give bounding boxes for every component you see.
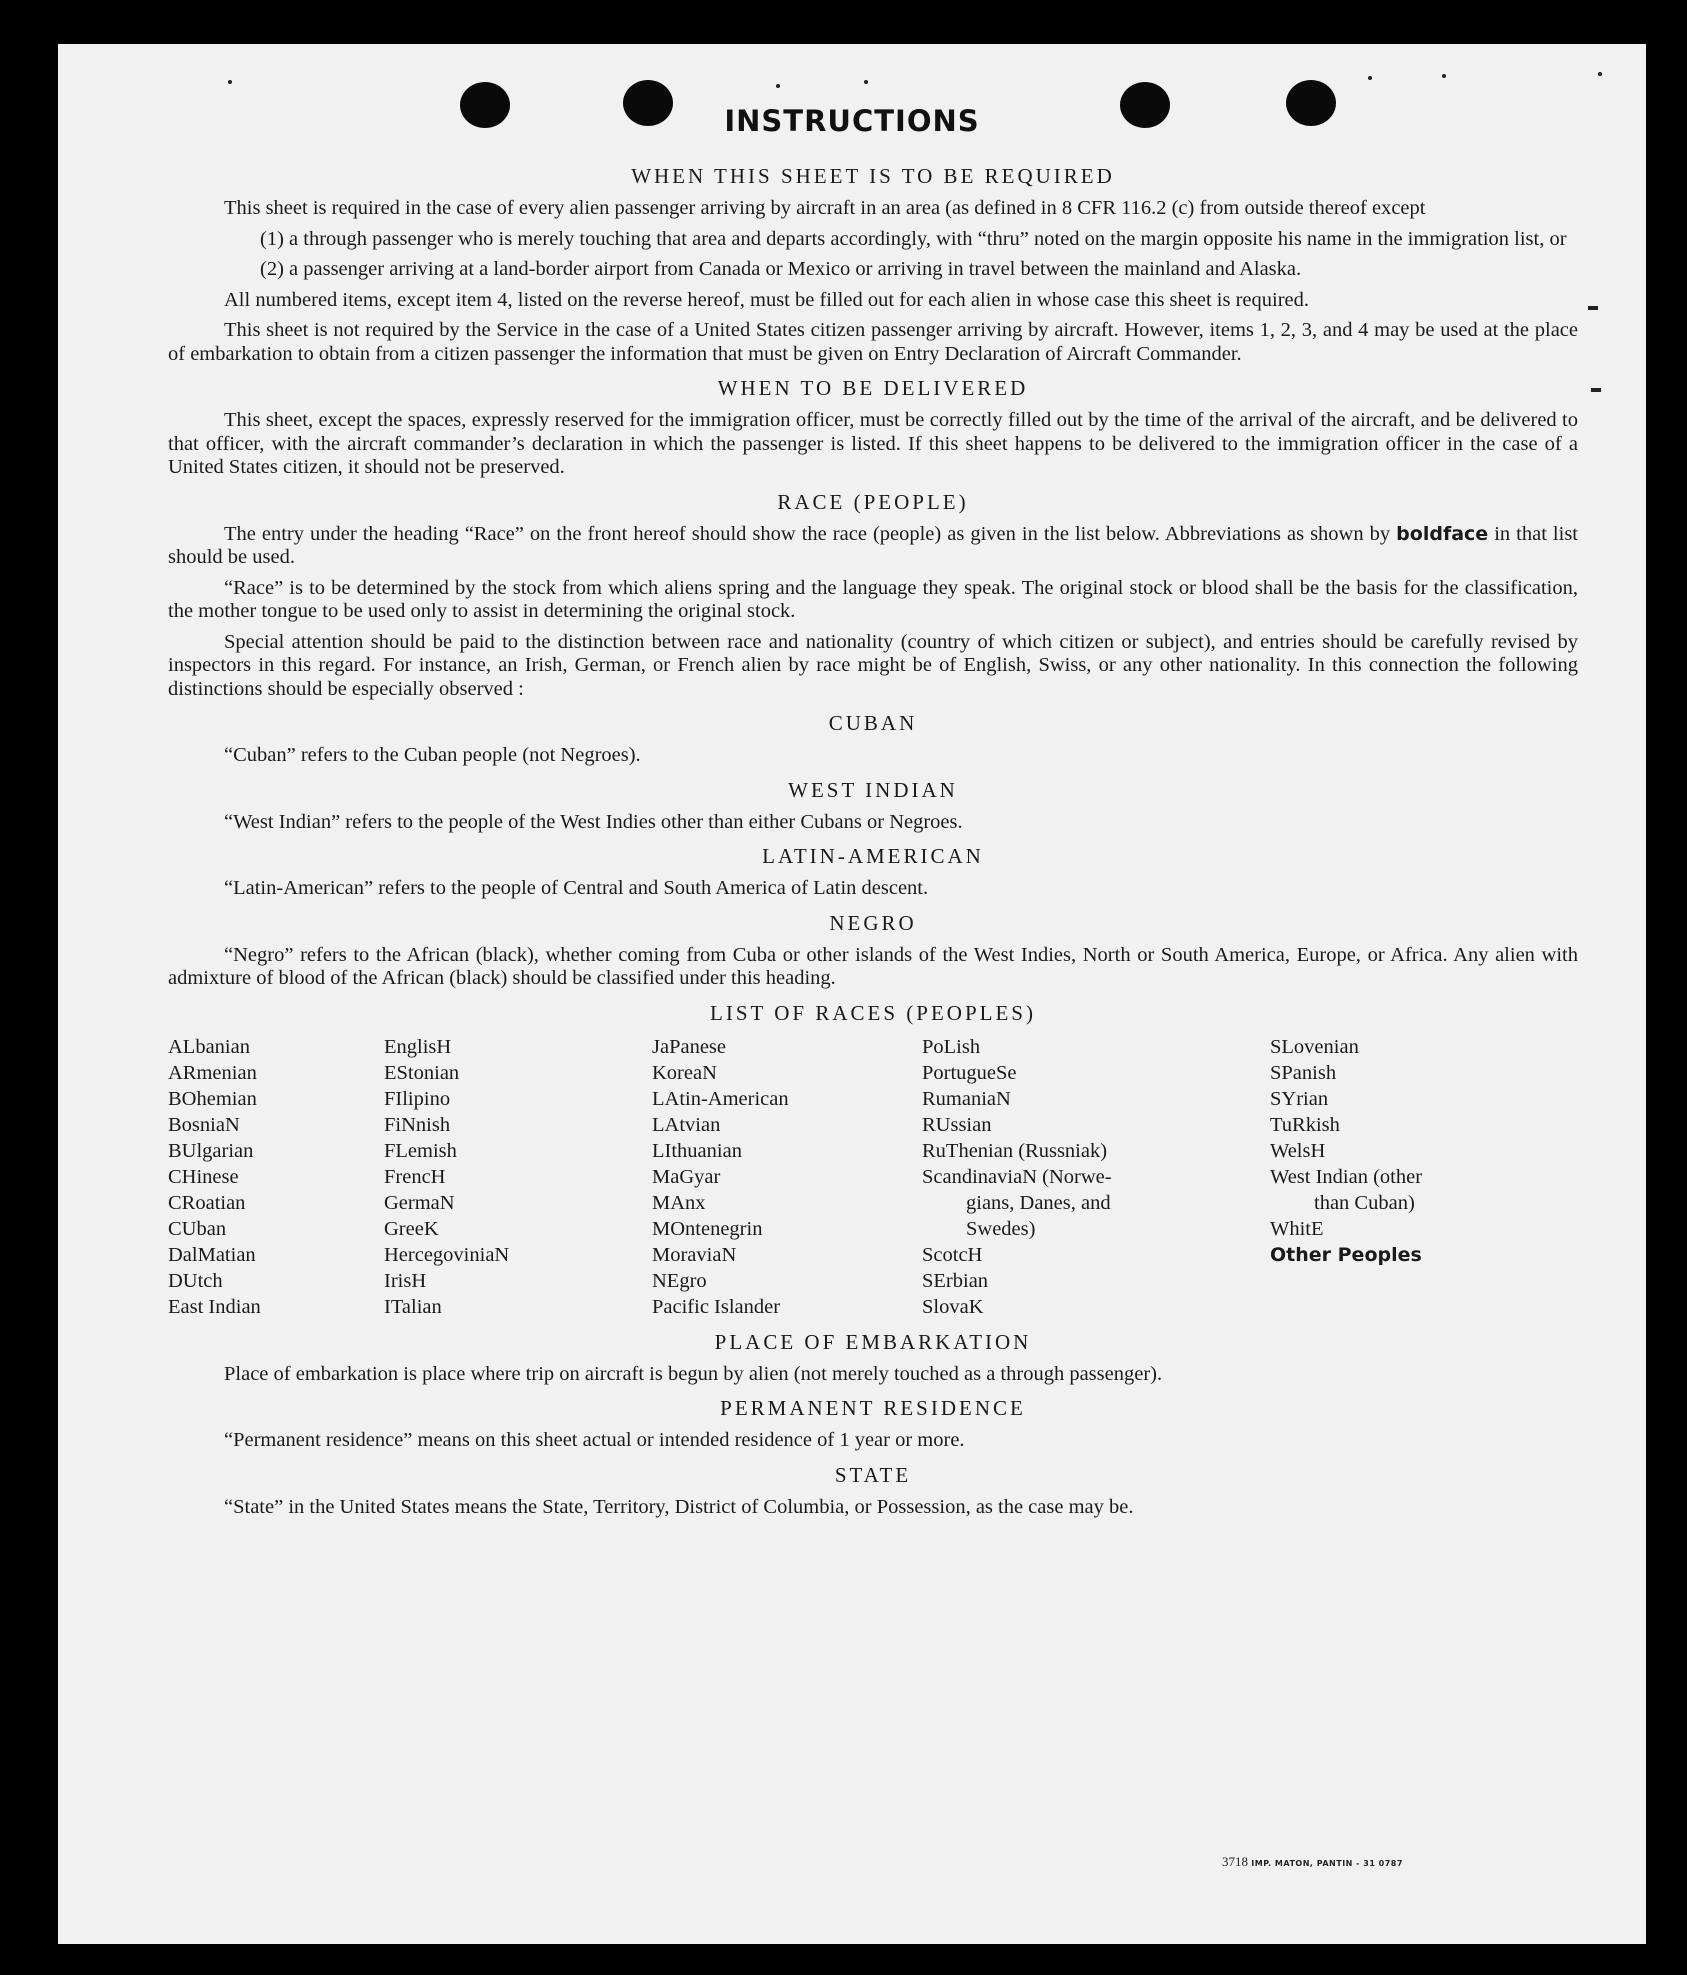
race-item: SlovaK xyxy=(922,1295,984,1318)
race-item: FiNnish xyxy=(384,1113,451,1136)
race-item: than Cuban) xyxy=(1314,1191,1415,1214)
race-item: RUssian xyxy=(922,1113,992,1136)
paragraph xyxy=(168,523,1578,570)
speck xyxy=(1598,72,1602,76)
race-item: CHinese xyxy=(168,1165,239,1188)
race-item: FrencH xyxy=(384,1165,446,1188)
race-item: GreeK xyxy=(384,1217,439,1240)
section-heading: PERMANENT RESIDENCE xyxy=(720,1396,1026,1420)
race-item: PortugueSe xyxy=(922,1061,1017,1084)
race-item: BUlgarian xyxy=(168,1139,254,1162)
race-column xyxy=(652,1034,922,1320)
race-item: NEgro xyxy=(652,1269,707,1292)
speck xyxy=(1591,388,1601,392)
race-item: GermaN xyxy=(384,1191,455,1214)
speck xyxy=(864,80,868,84)
paragraph: This sheet, except the spaces, expressly reserved for the immigration officer, must be correctly filled out by the time of the arrival of the aircraft, and be delivered to that officer, with the aircraft commander’s declaration in which the passenger is listed. If this sheet happens to be delivered to the immigration officer in the case of a United States citizen, it should not be preserved. xyxy=(168,409,1578,478)
race-item: Other Peoples xyxy=(1270,1243,1422,1266)
race-item: LIthuanian xyxy=(652,1139,742,1162)
race-item: LAtin-American xyxy=(652,1087,789,1110)
race-item: ScotcH xyxy=(922,1243,983,1266)
race-item: RuThenian (Russniak) xyxy=(922,1139,1108,1162)
section-heading: LATIN-AMERICAN xyxy=(762,844,984,868)
race-column xyxy=(168,1034,384,1320)
paragraph: All numbered items, except item 4, listed on the reverse hereof, must be filled out for each alien in whose case this sheet is required. xyxy=(224,288,1310,311)
race-item: gians, Danes, and xyxy=(966,1191,1111,1214)
race-item: MAnx xyxy=(652,1191,706,1214)
paragraph: Place of embarkation is place where trip on aircraft is begun by alien (not merely touched as a through passenger). xyxy=(224,1362,1163,1385)
paragraph: “Race” is to be determined by the stock from which aliens spring and the language they speak. The original stock or blood shall be the basis for the classification, the mother tongue to be used only to assist in determining the original stock. xyxy=(168,576,1578,622)
race-item: MoraviaN xyxy=(652,1243,737,1266)
paragraph: “West Indian” refers to the people of the West Indies other than either Cubans or Negroes. xyxy=(224,810,963,833)
paragraph: “Permanent residence” means on this sheet actual or intended residence of 1 year or more. xyxy=(224,1429,965,1451)
race-item: Pacific Islander xyxy=(652,1295,781,1318)
paragraph: This sheet is not required by the Service in the case of a United States citizen passenger arriving by aircraft. However, items 1, 2, 3, and 4 may be used at the place of embarkation to obtain from a citizen passenger the information that must be given on Entry Declaration of Aircraft Commander. xyxy=(168,319,1578,365)
section-heading: CUBAN xyxy=(828,711,918,735)
document-sheet xyxy=(58,44,1646,1944)
race-item: RumaniaN xyxy=(922,1087,1011,1110)
race-item: SErbian xyxy=(922,1269,989,1292)
race-item: HercegoviniaN xyxy=(384,1243,510,1266)
race-column xyxy=(922,1034,1270,1320)
race-item: BosniaN xyxy=(168,1113,240,1136)
text-span: in that list should be used. xyxy=(168,522,1579,568)
boldface-word: boldface xyxy=(1396,522,1489,545)
section-heading: WHEN THIS SHEET IS TO BE REQUIRED xyxy=(631,164,1115,188)
race-list xyxy=(168,1034,1578,1320)
race-item: JaPanese xyxy=(652,1035,727,1058)
race-item: CUban xyxy=(168,1217,227,1240)
race-item: ALbanian xyxy=(168,1035,250,1058)
race-item: MaGyar xyxy=(652,1165,721,1188)
race-item: Swedes) xyxy=(966,1217,1036,1240)
section-heading: WEST INDIAN xyxy=(788,777,958,802)
race-column xyxy=(1270,1034,1570,1320)
text-span: The entry under the heading “Race” on the front hereof should show the race (people) as given in the list below. Abbreviations as shown by xyxy=(224,522,1397,545)
race-item: MOntenegrin xyxy=(652,1217,763,1240)
section-heading: PLACE OF EMBARKATION xyxy=(714,1329,1032,1354)
race-item: ARmenian xyxy=(168,1061,257,1084)
race-item: LAtvian xyxy=(652,1113,721,1136)
paragraph: This sheet is required in the case of every alien passenger arriving by aircraft in an area (as defined in 8 CFR 116.2 (c) from outside thereof except xyxy=(224,197,1426,219)
paragraph: “Latin-American” refers to the people of Central and South America of Latin descent. xyxy=(224,877,929,899)
race-item: FIlipino xyxy=(384,1087,451,1110)
section-heading: LIST OF RACES (PEOPLES) xyxy=(710,1000,1036,1025)
race-item: West Indian (other xyxy=(1270,1165,1423,1188)
race-item: DUtch xyxy=(168,1269,223,1292)
instructions-body xyxy=(168,154,1578,1526)
section-heading: RACE (PEOPLE) xyxy=(777,489,969,514)
section-heading: STATE xyxy=(834,1462,912,1487)
race-item: DalMatian xyxy=(168,1243,256,1266)
speck xyxy=(228,80,232,84)
race-item: BOhemian xyxy=(168,1087,257,1110)
speck xyxy=(1368,76,1372,80)
printer-imprint xyxy=(1222,1854,1403,1870)
speck xyxy=(776,84,780,88)
list-item: (1) a through passenger who is merely touching that area and departs accordingly, with “thru” noted on the margin opposite his name in the immigration list, or xyxy=(260,227,1567,250)
race-item: SLovenian xyxy=(1270,1035,1359,1058)
race-item: ITalian xyxy=(384,1295,442,1318)
race-item: East Indian xyxy=(168,1295,261,1318)
race-item: TuRkish xyxy=(1270,1113,1340,1136)
race-item: FLemish xyxy=(384,1139,457,1162)
race-item: WelsH xyxy=(1270,1139,1326,1162)
race-item: SPanish xyxy=(1270,1061,1337,1084)
form-number: 3718 xyxy=(1222,1854,1248,1869)
race-item: PoLish xyxy=(922,1035,981,1058)
speck xyxy=(1588,306,1598,310)
section-heading: WHEN TO BE DELIVERED xyxy=(717,376,1029,400)
paragraph: “State” in the United States means the State, Territory, District of Columbia, or Possession, as the case may be. xyxy=(224,1495,1134,1518)
race-item: EnglisH xyxy=(384,1035,452,1058)
race-item: SYrian xyxy=(1270,1087,1329,1110)
race-item: ScandinaviaN (Norwe- xyxy=(922,1165,1112,1188)
list-item: (2) a passenger arriving at a land-border airport from Canada or Mexico or arriving in travel between the mainland and Alaska. xyxy=(260,258,1302,280)
paragraph: Special attention should be paid to the distinction between race and nationality (country of which citizen or subject), and entries should be carefully revised by inspectors in this regard. For instance, an Irish, German, or French alien by race might be of English, Swiss, or any other nationality. In this connection the following distinctions should be especially observed : xyxy=(168,630,1578,700)
race-item: IrisH xyxy=(384,1269,427,1292)
speck xyxy=(1442,74,1446,78)
page-title: INSTRUCTIONS xyxy=(724,104,980,138)
race-column xyxy=(384,1034,652,1320)
race-item: KoreaN xyxy=(652,1061,717,1084)
race-item: WhitE xyxy=(1270,1217,1324,1240)
race-item: EStonian xyxy=(384,1061,460,1084)
paragraph: “Cuban” refers to the Cuban people (not Negroes). xyxy=(224,744,641,766)
printer-name: IMP. MATON, PANTIN - 31 0787 xyxy=(1251,1859,1403,1868)
section-heading: NEGRO xyxy=(829,910,917,935)
race-item: CRoatian xyxy=(168,1191,246,1214)
paragraph: “Negro” refers to the African (black), whether coming from Cuba or other islands of the West Indies, North or South America, Europe, or Africa. Any alien with admixture of blood of the African (black) should be classified under this heading. xyxy=(168,943,1578,989)
